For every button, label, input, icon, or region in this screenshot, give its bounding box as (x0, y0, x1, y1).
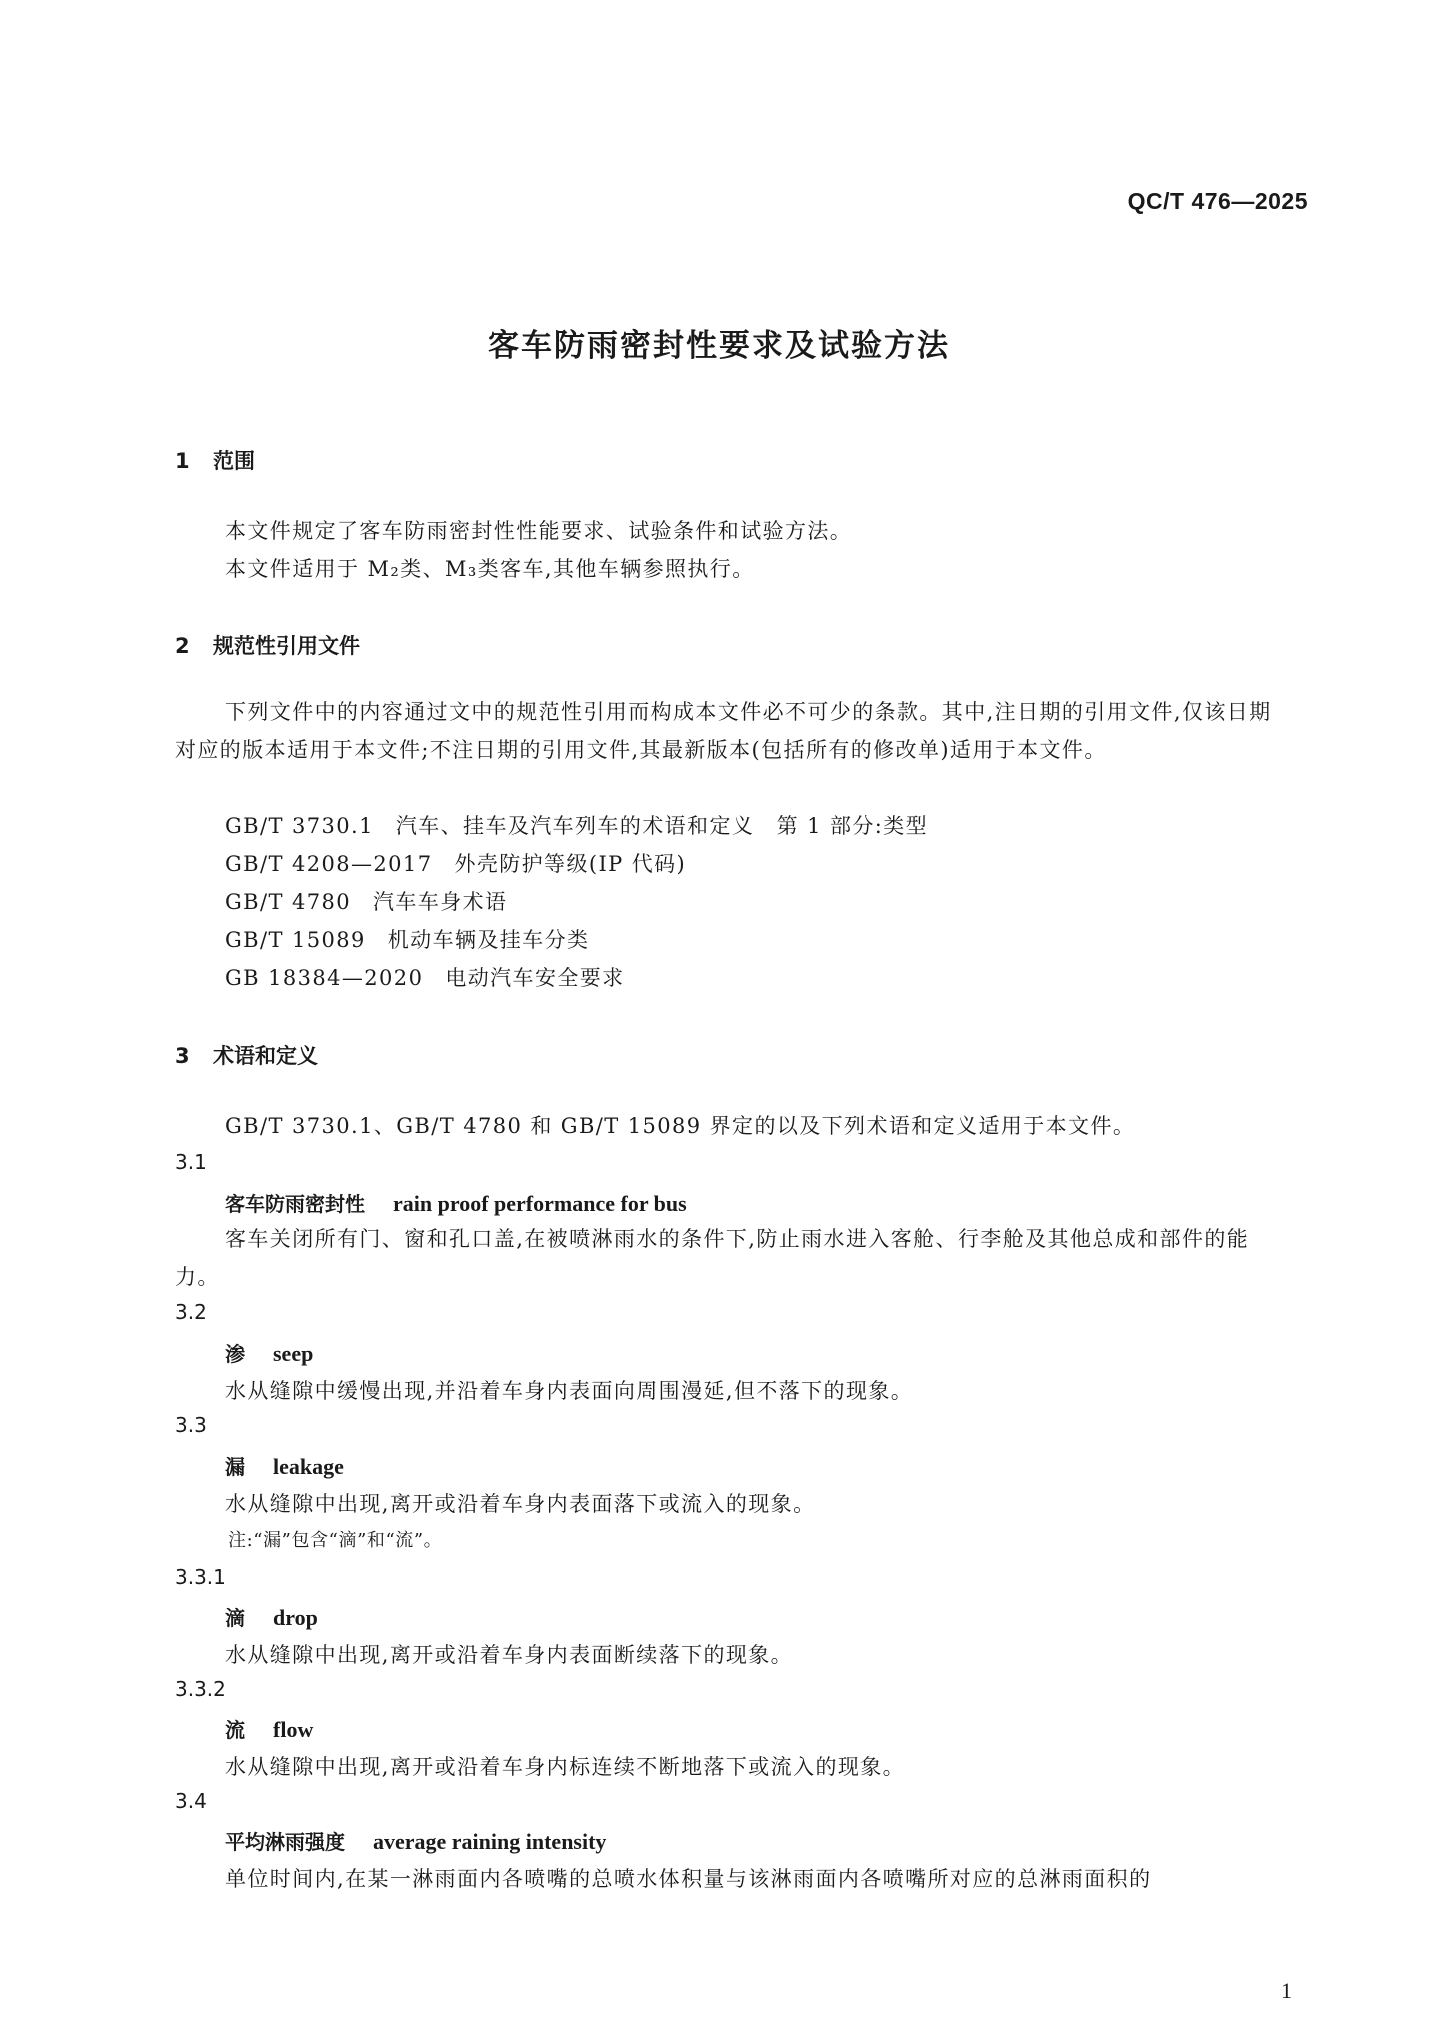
term-english: flow (273, 1717, 314, 1742)
paragraph: 本文件规定了客车防雨密封性性能要求、试验条件和试验方法。 (225, 519, 853, 543)
reference-title: 外壳防护等级(IP 代码) (454, 852, 687, 876)
reference-title: 机动车辆及挂车分类 (387, 928, 590, 952)
clause-number: 3.3.2 (175, 1677, 226, 1701)
reference-title: 汽车车身术语 (373, 890, 508, 914)
term-chinese: 漏 (225, 1455, 245, 1479)
term-definition: 客车关闭所有门、窗和孔口盖,在被喷淋雨水的条件下,防止雨水进入客舱、行李舱及其他总成和部件的能力。 (175, 1227, 1250, 1289)
term-definition: 单位时间内,在某一淋雨面内各喷嘴的总喷水体积量与该淋雨面内各喷嘴所对应的总淋雨面积的 (225, 1867, 1152, 1891)
term-heading (225, 1602, 318, 1631)
reference-title: 汽车、挂车及汽车列车的术语和定义 第 1 部分:类型 (395, 814, 929, 838)
term-heading (225, 1826, 606, 1855)
term-chinese: 渗 (225, 1342, 245, 1366)
term-english: leakage (273, 1454, 344, 1479)
clause-number: 3.4 (175, 1789, 207, 1813)
term-heading (225, 1714, 313, 1743)
page-number: 1 (1281, 1978, 1292, 2003)
section-2-heading (175, 630, 360, 660)
document-title: 客车防雨密封性要求及试验方法 (488, 328, 950, 364)
clause-number: 3.1 (175, 1150, 207, 1174)
paragraph: 本文件适用于 M₂类、M₃类客车,其他车辆参照执行。 (225, 557, 755, 581)
paragraph: GB/T 3730.1、GB/T 4780 和 GB/T 15089 界定的以及下列术语和定义适用于本文件。 (225, 1114, 1136, 1138)
standard-code: QC/T 476—2025 (1127, 188, 1308, 214)
term-english: seep (273, 1341, 314, 1366)
section-1-heading (175, 445, 255, 475)
reference-id: GB/T 4780 (225, 890, 352, 914)
term-chinese: 流 (225, 1718, 245, 1742)
section-number: 1 (175, 449, 190, 473)
reference-id: GB 18384—2020 (225, 966, 424, 990)
section-title: 术语和定义 (213, 1044, 318, 1068)
term-heading (225, 1338, 313, 1367)
reference-item (225, 810, 928, 840)
reference-item (225, 924, 589, 954)
reference-item (225, 886, 507, 916)
reference-id: GB/T 15089 (225, 928, 366, 952)
term-definition: 水从缝隙中出现,离开或沿着车身内标连续不断地落下或流入的现象。 (225, 1755, 906, 1779)
section-title: 范围 (213, 449, 255, 473)
term-english: drop (273, 1605, 318, 1630)
term-english: rain proof performance for bus (393, 1191, 687, 1216)
section-3-heading (175, 1040, 318, 1070)
reference-item (225, 848, 686, 878)
term-heading (225, 1188, 687, 1217)
term-english: average raining intensity (373, 1829, 607, 1854)
paragraph: 下列文件中的内容通过文中的规范性引用而构成本文件必不可少的条款。其中,注日期的引用文件,仅该日期对应的版本适用于本文件;不注日期的引用文件,其最新版本(包括所有的修改单)适用于本文件。 (175, 700, 1272, 762)
clause-number: 3.2 (175, 1300, 207, 1324)
term-heading (225, 1451, 344, 1480)
clause-number: 3.3 (175, 1413, 207, 1437)
section-title: 规范性引用文件 (213, 634, 360, 658)
reference-item (225, 962, 625, 992)
section-number: 2 (175, 634, 190, 658)
section-number: 3 (175, 1044, 190, 1068)
term-definition: 水从缝隙中出现,离开或沿着车身内表面断续落下的现象。 (225, 1643, 794, 1667)
term-chinese: 平均淋雨强度 (225, 1830, 345, 1854)
reference-id: GB/T 3730.1 (225, 814, 374, 838)
term-definition: 水从缝隙中缓慢出现,并沿着车身内表面向周围漫延,但不落下的现象。 (225, 1379, 914, 1403)
term-definition: 水从缝隙中出现,离开或沿着车身内表面落下或流入的现象。 (225, 1492, 816, 1516)
term-chinese: 滴 (225, 1606, 245, 1630)
reference-title: 电动汽车安全要求 (445, 966, 625, 990)
clause-number: 3.3.1 (175, 1565, 226, 1589)
term-chinese: 客车防雨密封性 (225, 1192, 365, 1216)
term-note: 注:“漏”包含“滴”和“流”。 (228, 1530, 443, 1551)
reference-id: GB/T 4208—2017 (225, 852, 433, 876)
